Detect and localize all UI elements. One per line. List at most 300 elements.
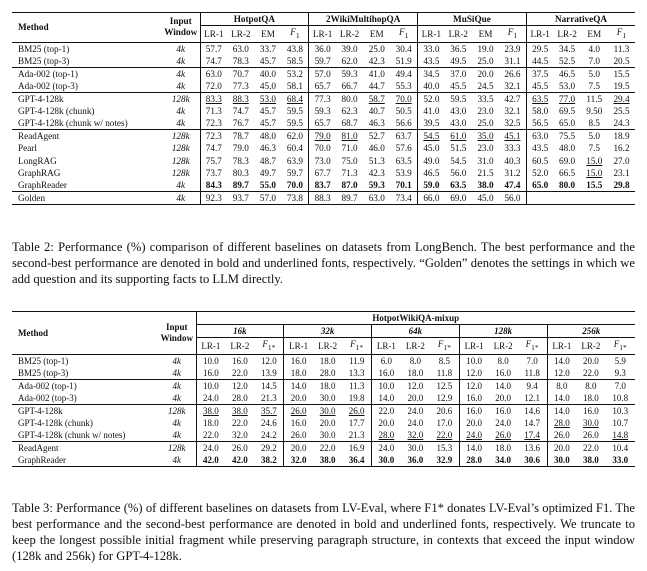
- metric-lr-2: LR-2: [401, 338, 430, 355]
- score-cell: 50.5: [390, 105, 417, 117]
- score-cell: 43.5: [532, 143, 549, 154]
- table-row: [12, 55, 635, 68]
- score-cell: 52.5: [559, 55, 576, 66]
- score-cell: 42.3: [368, 55, 385, 66]
- score-cell: 13.3: [342, 367, 371, 380]
- input-window: 128k: [162, 130, 200, 143]
- input-window: 128k: [162, 142, 200, 154]
- score-cell: [284, 454, 313, 467]
- table-row: [12, 155, 635, 167]
- score-cell: 40.0: [254, 67, 281, 80]
- score-cell: 45.0: [472, 192, 499, 205]
- best-score: 36.4: [348, 454, 365, 465]
- score-cell: 62.0: [282, 130, 309, 143]
- score-cell: [336, 130, 363, 143]
- best-score: 36.0: [407, 454, 424, 465]
- score-cell: 37.5: [526, 67, 553, 80]
- score-cell: 39.0: [336, 42, 363, 55]
- score-cell: 72.3: [200, 130, 227, 143]
- score-cell: 10.8: [612, 392, 629, 403]
- context-length-256k: 256k: [582, 326, 601, 336]
- score-cell: 51.5: [450, 143, 467, 154]
- best-score: 63.5: [450, 180, 467, 191]
- table-2-caption: [12, 239, 635, 287]
- best-score: 32.9: [436, 454, 453, 465]
- score-cell: 16.0: [489, 404, 518, 417]
- score-cell: 12.0: [401, 379, 430, 392]
- score-cell: 63.7: [390, 130, 417, 143]
- score-cell: [418, 179, 445, 192]
- metric-f1: [390, 26, 417, 43]
- metric-f1-subscript: 1: [622, 30, 627, 40]
- table-row: [12, 379, 635, 392]
- score-cell: [526, 192, 553, 205]
- method-name: BM25 (top-3): [18, 367, 69, 378]
- score-cell: 75.0: [341, 155, 358, 166]
- score-cell: 34.5: [554, 42, 581, 55]
- table-3-dataset-title: HotpotWikiQA-mixup: [196, 312, 635, 325]
- input-window: 128k: [162, 92, 200, 105]
- second-best-score: 30.0: [319, 405, 336, 416]
- input-window: 4k: [158, 354, 196, 367]
- score-cell: [336, 179, 363, 192]
- score-cell: 89.7: [336, 192, 363, 205]
- score-cell: 68.7: [341, 118, 358, 129]
- score-cell: 8.0: [489, 354, 518, 367]
- second-best-score: 68.4: [286, 93, 303, 104]
- score-cell: [255, 454, 284, 467]
- table-3-body: [12, 354, 635, 466]
- table-row: [12, 167, 635, 179]
- table-3-lveval: [12, 311, 635, 467]
- score-cell: 12.0: [225, 379, 254, 392]
- caption-3-text: Table 3: Performance (%) of different baselines on datasets from LV-Eval, where F1* donates LV-Eval’s optimized F1. The best performance and the second-best performance are denoted in bold and underlined fonts, respectively. We truncate to keep the longest possible initial fragment while preserving paragraph structure, in contexts that exceed the input window (128k and 256k) for GPT-4-128k.: [12, 501, 635, 563]
- score-cell: 14.6: [518, 404, 547, 417]
- score-cell: [196, 404, 225, 417]
- score-cell: 59.3: [314, 106, 331, 117]
- input-window: 4k: [158, 454, 196, 467]
- metric-f1-subscript: 1*: [443, 342, 451, 352]
- metric-em: EM: [581, 26, 608, 43]
- score-cell: 46.3: [368, 118, 385, 129]
- score-cell: 52.0: [418, 92, 445, 105]
- score-cell: 57.6: [390, 142, 417, 154]
- score-cell: 10.0: [459, 354, 488, 367]
- dataset-2wikimultihopqa: 2WikiMultihopQA: [309, 13, 418, 26]
- score-cell: 25.5: [613, 106, 630, 117]
- table-3-window-header: [158, 312, 196, 355]
- score-cell: 7.0: [606, 379, 635, 392]
- metric-em: EM: [472, 26, 499, 43]
- second-best-score: 53.0: [259, 93, 276, 104]
- metric-lr-2: LR-2: [445, 26, 472, 43]
- table-3-method-header: Method: [12, 312, 158, 355]
- score-cell: 26.0: [583, 429, 599, 440]
- score-cell: 66.0: [418, 192, 445, 205]
- second-best-score: 30.0: [583, 417, 599, 428]
- score-cell: 16.0: [225, 354, 254, 367]
- metric-f1: [430, 338, 459, 355]
- best-score: 38.2: [261, 454, 277, 465]
- second-best-score: 32.0: [407, 429, 424, 440]
- best-score: 34.0: [495, 454, 512, 465]
- score-cell: 12.1: [518, 392, 547, 405]
- second-best-score: 26.0: [348, 405, 365, 416]
- score-cell: 73.0: [314, 155, 331, 166]
- score-cell: 46.5: [554, 67, 581, 80]
- score-cell: 51.3: [368, 155, 385, 166]
- context-length-128k: 128k: [459, 325, 547, 338]
- input-window: 4k: [162, 117, 200, 130]
- score-cell: 31.2: [499, 167, 526, 179]
- metric-f1-label: F: [398, 27, 405, 37]
- score-cell: 28.0: [232, 392, 248, 403]
- score-cell: [313, 454, 342, 467]
- method-name: Ada-002 (top-3): [18, 80, 78, 91]
- score-cell: 14.0: [378, 392, 395, 403]
- score-cell: 18.0: [313, 379, 342, 392]
- score-cell: 69.5: [559, 106, 576, 117]
- score-cell: 67.7: [314, 168, 331, 179]
- score-cell: 12.0: [459, 379, 488, 392]
- score-cell: [554, 179, 581, 192]
- score-cell: 18.9: [608, 130, 635, 143]
- table-row: [12, 67, 635, 80]
- score-cell: [608, 192, 635, 205]
- score-cell: 77.3: [309, 92, 336, 105]
- score-cell: 32.1: [499, 105, 526, 117]
- score-cell: 10.0: [372, 379, 401, 392]
- metric-f1-label: F: [262, 339, 268, 349]
- score-cell: 16.0: [203, 367, 219, 378]
- best-score: 59.0: [423, 180, 440, 191]
- metric-lr-1: LR-1: [284, 338, 313, 355]
- score-cell: 12.5: [430, 379, 459, 392]
- input-window: 4k: [158, 392, 196, 405]
- best-score: 38.0: [477, 180, 494, 191]
- score-cell: [282, 92, 309, 105]
- score-cell: [581, 155, 608, 167]
- score-cell: 14.0: [554, 392, 570, 403]
- method-name: GPT-4-128k (chunk w/ notes): [18, 429, 126, 440]
- score-cell: 60.4: [282, 142, 309, 154]
- score-cell: 45.7: [259, 55, 276, 66]
- score-cell: 26.0: [225, 441, 254, 454]
- score-cell: 24.2: [255, 429, 284, 442]
- input-window: 4k: [162, 105, 200, 117]
- score-cell: 73.8: [282, 192, 309, 205]
- table-row: [12, 92, 635, 105]
- score-cell: 16.2: [613, 143, 630, 154]
- score-cell: 25.0: [363, 42, 390, 55]
- score-cell: 22.0: [203, 429, 219, 440]
- second-best-score: 38.0: [203, 405, 219, 416]
- score-cell: [576, 454, 605, 467]
- score-cell: 75.5: [554, 130, 581, 143]
- score-cell: [430, 429, 459, 442]
- score-cell: 11.9: [342, 354, 371, 367]
- score-cell: 10.0: [196, 354, 225, 367]
- score-cell: 56.0: [450, 168, 467, 179]
- score-cell: 31.0: [477, 155, 494, 166]
- second-best-score: 22.0: [436, 429, 453, 440]
- score-cell: 44.7: [368, 80, 385, 91]
- second-best-score: 15.0: [586, 155, 603, 166]
- score-cell: 16.9: [342, 441, 371, 454]
- input-window: 4k: [162, 42, 200, 55]
- score-cell: 43.0: [450, 106, 467, 117]
- metric-f1-subscript: 1: [404, 30, 409, 40]
- second-best-score: 28.0: [378, 429, 395, 440]
- second-best-score: 79.0: [314, 131, 331, 142]
- table-row: [12, 142, 635, 154]
- metric-f1-subscript: 1: [513, 30, 518, 40]
- score-cell: 7.5: [588, 80, 601, 91]
- score-cell: 56.5: [532, 118, 549, 129]
- score-cell: 65.7: [314, 80, 331, 91]
- score-cell: 24.5: [477, 80, 494, 91]
- metric-f1-subscript: 1: [295, 30, 300, 40]
- score-cell: [606, 454, 635, 467]
- score-cell: 22.0: [232, 417, 248, 428]
- score-cell: [499, 130, 526, 143]
- table-row: [12, 42, 635, 55]
- best-score: 70.1: [395, 180, 412, 191]
- best-score: 59.3: [368, 180, 385, 191]
- score-cell: 10.0: [196, 379, 225, 392]
- score-cell: 46.0: [368, 143, 385, 154]
- best-score: 65.0: [532, 180, 549, 191]
- score-cell: 9.4: [518, 379, 547, 392]
- table-row: [12, 417, 635, 429]
- score-cell: 11.8: [430, 367, 459, 380]
- score-cell: 14.0: [284, 379, 313, 392]
- best-score: 28.0: [466, 454, 483, 465]
- score-cell: [554, 192, 581, 205]
- second-best-score: 63.5: [532, 93, 549, 104]
- score-cell: 19.0: [472, 42, 499, 55]
- table-row: [12, 441, 635, 454]
- score-cell: 33.5: [472, 92, 499, 105]
- score-cell: 16.0: [459, 404, 488, 417]
- score-cell: 43.5: [423, 55, 440, 66]
- score-cell: 30.0: [401, 441, 430, 454]
- score-cell: [472, 179, 499, 192]
- score-cell: 14.0: [547, 354, 576, 367]
- window-header-line-2: Window: [164, 27, 198, 38]
- score-cell: 63.5: [390, 155, 417, 167]
- score-cell: 20.0: [547, 441, 576, 454]
- score-cell: 8.5: [430, 354, 459, 367]
- second-best-score: 81.0: [341, 131, 358, 142]
- score-cell: 42.7: [499, 92, 526, 105]
- best-score: 89.7: [232, 180, 249, 191]
- table-row: [12, 354, 635, 367]
- score-cell: 45.7: [259, 106, 276, 117]
- score-cell: 33.3: [499, 142, 526, 154]
- score-cell: 29.2: [255, 441, 284, 454]
- score-cell: 17.0: [430, 417, 459, 429]
- score-cell: 20.6: [430, 404, 459, 417]
- score-cell: 70.7: [227, 67, 254, 80]
- score-cell: 18.0: [583, 392, 599, 403]
- best-score: 38.0: [319, 454, 336, 465]
- score-cell: 48.0: [254, 130, 281, 143]
- score-cell: 20.0: [495, 392, 512, 403]
- score-cell: 4.0: [581, 42, 608, 55]
- dataset-hotpotqa: HotpotQA: [200, 13, 309, 26]
- score-cell: 49.4: [390, 67, 417, 80]
- score-cell: [608, 92, 635, 105]
- score-cell: [309, 179, 336, 192]
- method-name: GPT-4-128k (chunk w/ notes): [18, 118, 128, 129]
- table-2-window-header: [162, 13, 200, 43]
- score-cell: 66.7: [341, 80, 358, 91]
- score-cell: 22.0: [583, 367, 599, 378]
- score-cell: 48.7: [259, 155, 276, 166]
- score-cell: 21.3: [342, 429, 371, 442]
- best-score: 30.6: [524, 454, 541, 465]
- score-cell: 15.3: [430, 441, 459, 454]
- score-cell: 12.0: [554, 367, 570, 378]
- score-cell: 57.7: [200, 42, 227, 55]
- metric-f1-label: F: [290, 27, 296, 37]
- score-cell: 24.0: [196, 441, 225, 454]
- score-cell: 73.4: [390, 192, 417, 205]
- score-cell: 20.0: [319, 417, 336, 428]
- score-cell: 11.3: [608, 42, 635, 55]
- score-cell: 42.3: [368, 168, 385, 179]
- score-cell: [547, 454, 576, 467]
- method-name: GraphReader: [12, 454, 158, 467]
- score-cell: 45.5: [532, 80, 549, 91]
- score-cell: 43.8: [282, 42, 309, 55]
- score-cell: [576, 417, 605, 429]
- score-cell: 59.3: [336, 67, 363, 80]
- score-cell: 65.0: [559, 118, 576, 129]
- score-cell: [499, 179, 526, 192]
- best-score: 32.0: [290, 454, 307, 465]
- input-window: 4k: [162, 179, 200, 192]
- score-cell: [554, 92, 581, 105]
- score-cell: 53.2: [282, 67, 309, 80]
- method-name: GraphReader: [18, 180, 67, 191]
- score-cell: 45.7: [259, 118, 276, 129]
- score-cell: 45.0: [423, 143, 440, 154]
- second-best-score: 26.0: [495, 429, 512, 440]
- metric-f1-subscript: 1*: [619, 342, 627, 352]
- table-row: [12, 117, 635, 130]
- second-best-score: 61.0: [450, 131, 467, 142]
- score-cell: 26.0: [554, 429, 570, 440]
- score-cell: 20.0: [378, 417, 395, 428]
- context-length-32k: 32k: [284, 325, 372, 338]
- score-cell: 20.0: [576, 354, 605, 367]
- score-cell: 46.3: [259, 143, 276, 154]
- score-cell: 24.6: [255, 417, 284, 429]
- score-cell: 25.0: [477, 118, 494, 129]
- score-cell: 73.7: [205, 168, 222, 179]
- metric-f1: [342, 338, 371, 355]
- window-header-line-1: Input: [169, 16, 192, 27]
- score-cell: 8.0: [576, 379, 605, 392]
- best-score: 42.0: [203, 454, 219, 465]
- second-best-score: 15.0: [586, 168, 603, 179]
- method-name: GraphRAG: [18, 168, 61, 179]
- score-cell: 11.8: [518, 367, 547, 380]
- score-cell: [227, 92, 254, 105]
- best-score: 80.0: [559, 180, 576, 191]
- input-window: 4k: [158, 367, 196, 380]
- score-cell: [225, 454, 254, 467]
- score-cell: [309, 130, 336, 143]
- score-cell: 14.0: [459, 441, 488, 454]
- table-3-caption: [12, 500, 635, 564]
- table-row: [12, 179, 635, 192]
- second-best-score: 28.0: [554, 417, 570, 428]
- second-best-score: 38.0: [232, 405, 248, 416]
- score-cell: [459, 429, 488, 442]
- method-name: GPT-4-128k (chunk): [18, 417, 93, 428]
- best-score: 33.0: [612, 454, 629, 465]
- score-cell: 18.0: [203, 417, 219, 428]
- score-cell: 22.0: [576, 441, 605, 454]
- second-best-score: 88.3: [232, 93, 249, 104]
- score-cell: 32.0: [232, 429, 248, 440]
- metric-f1-label: F: [507, 27, 514, 37]
- score-cell: 16.0: [466, 392, 483, 403]
- score-cell: 32.1: [499, 80, 526, 93]
- score-cell: 29.5: [526, 42, 553, 55]
- input-window: 128k: [158, 441, 196, 454]
- score-cell: [363, 179, 390, 192]
- score-cell: 78.3: [232, 155, 249, 166]
- score-cell: 69.0: [559, 155, 576, 166]
- method-name: ReadAgent: [12, 441, 158, 454]
- score-cell: 8.0: [401, 354, 430, 367]
- score-cell: 18.0: [290, 367, 307, 378]
- score-cell: 20.0: [290, 392, 307, 403]
- table-row: [12, 192, 635, 205]
- metric-f1-label: F: [525, 339, 532, 349]
- method-name: Pearl: [18, 143, 37, 154]
- score-cell: 80.3: [232, 168, 249, 179]
- score-cell: 14.0: [547, 404, 576, 417]
- score-cell: 13.9: [255, 367, 284, 380]
- score-cell: 71.3: [205, 106, 222, 117]
- score-cell: 21.5: [477, 168, 494, 179]
- score-cell: [445, 179, 472, 192]
- score-cell: [581, 192, 608, 205]
- score-cell: 66.5: [559, 168, 576, 179]
- score-cell: 77.3: [232, 80, 249, 91]
- score-cell: 53.9: [390, 167, 417, 179]
- score-cell: [284, 404, 313, 417]
- score-cell: 25.0: [477, 55, 494, 66]
- metric-lr-2: LR-2: [225, 338, 254, 355]
- caption-2-text: Table 2: Performance (%) comparison of different baselines on datasets from LongBench. The best performance and the second-best performance are denoted in bold and underlined fonts, respectively. “Golden” denotes the settings in which we add question and its supporting facts to LLM directly.: [12, 240, 635, 286]
- score-cell: [225, 404, 254, 417]
- score-cell: 49.0: [423, 155, 440, 166]
- input-window: 128k: [162, 155, 200, 167]
- score-cell: 74.7: [232, 106, 249, 117]
- score-cell: 59.7: [314, 55, 331, 66]
- score-cell: 54.5: [450, 155, 467, 166]
- method-name: Golden: [12, 192, 162, 205]
- score-cell: 40.0: [423, 80, 440, 91]
- score-cell: 12.0: [466, 367, 483, 378]
- table-row: [12, 80, 635, 93]
